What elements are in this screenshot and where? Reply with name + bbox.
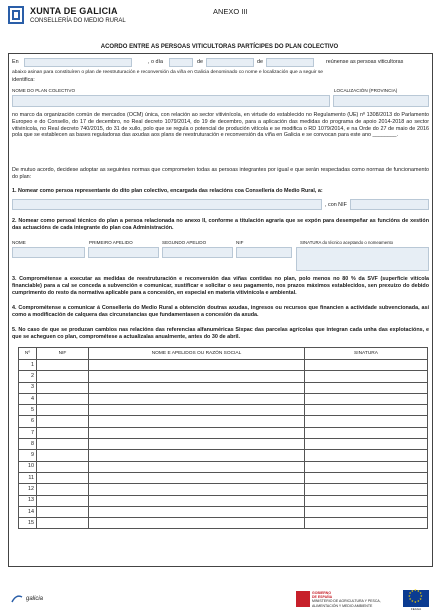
- table-row: [19, 439, 428, 450]
- tech-surname1-label: PRIMEIRO APELIDO: [89, 240, 133, 245]
- tech-nif-label: NIF: [236, 240, 244, 245]
- row-signature-cell[interactable]: [305, 427, 428, 438]
- table-row: [19, 518, 428, 529]
- meeting-line-3: identifica:: [12, 77, 35, 83]
- item-5-text: 5. No caso de que se produzan cambios nas relacións das referencias alfanuméricas Sixpac das parcelas agrícolas que integran cada unha das explotacións, e que se acheguen co plan, comprométese a actualizalas anualmente, antes do 30 de abril.: [12, 327, 429, 340]
- row-name-cell[interactable]: [89, 495, 305, 506]
- eu-star-icon: ★: [419, 590, 422, 595]
- eu-star-icon: ★: [417, 599, 420, 604]
- row-signature-cell[interactable]: [305, 484, 428, 495]
- representative-field[interactable]: [12, 199, 322, 210]
- col-number-header: Nº: [19, 348, 37, 360]
- row-number: 8: [19, 439, 37, 450]
- row-name-cell[interactable]: [89, 371, 305, 382]
- row-number: 12: [19, 484, 37, 495]
- table-row: [19, 461, 428, 472]
- table-row: [19, 506, 428, 517]
- row-signature-cell[interactable]: [305, 450, 428, 461]
- row-signature-cell[interactable]: [305, 472, 428, 483]
- row-nif-cell[interactable]: [37, 416, 89, 427]
- representative-nif-label: , con NIF: [325, 202, 347, 208]
- place-field[interactable]: [24, 58, 132, 67]
- plan-location-label: LOCALIZACIÓN (PROVINCIA): [334, 88, 398, 93]
- row-name-cell[interactable]: [89, 518, 305, 529]
- meeting-of-label-1: de: [197, 59, 203, 65]
- table-row: [19, 360, 428, 371]
- eu-star-icon: ★: [420, 594, 423, 598]
- row-name-cell[interactable]: [89, 439, 305, 450]
- item-2-text: 2. Nomear como persoal técnico do plan a persoa relacionada no anexo II, conforme a titulación agraria que se expón para desempeñar as funcións de xestión das actuacións de cada integrante do plan coa Administración.: [12, 218, 429, 231]
- gob-line-3: MINISTERIO DE AGRICULTURA Y PESCA, ALIMENTACIÓN Y MEDIO AMBIENTE: [312, 599, 381, 608]
- feaga-label: FEAGA: [410, 607, 422, 611]
- annex-label: ANEXO III: [213, 7, 248, 16]
- page-title: ACORDO ENTRE AS PERSOAS VITICULTORAS PARTÍCIPES DO PLAN COLECTIVO: [100, 44, 339, 50]
- eu-star-icon: ★: [417, 588, 420, 593]
- tech-signature-label: SINATURA do técnico aceptando o nomeamento: [300, 240, 394, 245]
- row-name-cell[interactable]: [89, 382, 305, 393]
- row-number: 15: [19, 518, 37, 529]
- row-signature-cell[interactable]: [305, 360, 428, 371]
- row-nif-cell[interactable]: [37, 495, 89, 506]
- row-number: 14: [19, 506, 37, 517]
- eu-star-icon: ★: [408, 590, 412, 595]
- row-name-cell[interactable]: [89, 427, 305, 438]
- col-name-header: NOME E APELIDOS OU RAZÓN SOCIAL: [89, 348, 305, 360]
- row-name-cell[interactable]: [89, 393, 305, 404]
- item-1-text: 1. Nomear como persoa representante do dito plan colectivo, encargada das relacións coa Consellería do Medio Rural, a:: [12, 188, 323, 194]
- row-number: 7: [19, 427, 37, 438]
- eu-star-icon: ★: [411, 599, 414, 604]
- tech-surname1-field[interactable]: [88, 247, 159, 258]
- row-nif-cell[interactable]: [37, 382, 89, 393]
- eu-star-icon: ★: [414, 588, 417, 592]
- gob-line-2: DE ESPAÑA: [312, 595, 333, 600]
- row-number: 4: [19, 393, 37, 404]
- row-signature-cell[interactable]: [305, 461, 428, 472]
- row-nif-cell[interactable]: [37, 371, 89, 382]
- row-signature-cell[interactable]: [305, 382, 428, 393]
- row-name-cell[interactable]: [89, 484, 305, 495]
- row-number: 5: [19, 405, 37, 416]
- row-nif-cell[interactable]: [37, 461, 89, 472]
- row-signature-cell[interactable]: [305, 371, 428, 382]
- year-field[interactable]: [266, 58, 314, 67]
- intro-paragraph: no marco da organización común de mercados (OCM) única, con relación ao sector vitivinícola, en virtude do establecido no Regulamento (UE) nº 1308/2013 do Parlamento Europeo e do Consello, do 17 de decembro, no Real decreto 1079/2014, do 19 de decembro, para a aplicación das medidas do programa de apoio 2014-2018 ao sector vitivinícola, no Real decreto 740/2015, do 31 de xullo, polo que se regula o potencial de produción vitícola e se modifica o RD 1079/2014, e na Orde do 27 de maio de 2016 pola que se establecen as bases reguladoras das axudas aos plans de reestruturación e reconversión da viña en Galicia e se convocan para este ano ________.: [12, 112, 429, 139]
- row-name-cell[interactable]: [89, 405, 305, 416]
- row-number: 2: [19, 371, 37, 382]
- table-row: [19, 393, 428, 404]
- eu-star-icon: ★: [408, 594, 411, 598]
- row-number: 13: [19, 495, 37, 506]
- table-row: [19, 416, 428, 427]
- row-signature-cell[interactable]: [305, 416, 428, 427]
- row-nif-cell[interactable]: [37, 427, 89, 438]
- plan-name-label: NOME DO PLAN COLECTIVO: [12, 88, 76, 93]
- row-name-cell[interactable]: [89, 450, 305, 461]
- day-field[interactable]: [169, 58, 193, 67]
- meeting-prefix: En: [12, 59, 19, 65]
- xunta-shield-icon: [8, 6, 24, 24]
- table-row: [19, 450, 428, 461]
- row-number: 9: [19, 450, 37, 461]
- row-nif-cell[interactable]: [37, 484, 89, 495]
- tech-signature-field[interactable]: [296, 247, 429, 271]
- representative-nif-field[interactable]: [350, 199, 429, 210]
- agreement-intro: De mutuo acordo, decidese adoptar as seguintes normas que comprometen todas as persoas integrantes por igual e que serán respectadas como normas de funcionamento do plan:: [12, 167, 429, 180]
- row-number: 3: [19, 382, 37, 393]
- page-header: [8, 4, 433, 26]
- row-nif-cell[interactable]: [37, 506, 89, 517]
- row-name-cell[interactable]: [89, 472, 305, 483]
- row-nif-cell[interactable]: [37, 393, 89, 404]
- participants-table: [18, 347, 428, 529]
- eu-flag-icon: [403, 590, 429, 607]
- row-nif-cell[interactable]: [37, 439, 89, 450]
- row-name-cell[interactable]: [89, 506, 305, 517]
- row-signature-cell[interactable]: [305, 495, 428, 506]
- row-signature-cell[interactable]: [305, 393, 428, 404]
- table-row: [19, 427, 428, 438]
- col-nif-header: NIF: [37, 348, 89, 360]
- table-row: [19, 405, 428, 416]
- eu-star-icon: ★: [408, 597, 412, 601]
- row-nif-cell[interactable]: [37, 518, 89, 529]
- row-signature-cell[interactable]: [305, 518, 428, 529]
- eu-star-icon: ★: [419, 597, 422, 601]
- row-signature-cell[interactable]: [305, 439, 428, 450]
- row-signature-cell[interactable]: [305, 405, 428, 416]
- meeting-suffix: reúnense as persoas viticultoras: [326, 59, 404, 65]
- table-row: [19, 484, 428, 495]
- table-row: [19, 472, 428, 483]
- tech-surname2-field[interactable]: [162, 247, 233, 258]
- row-number: 10: [19, 461, 37, 472]
- table-row: [19, 382, 428, 393]
- row-name-cell[interactable]: [89, 416, 305, 427]
- plan-location-field[interactable]: [333, 95, 429, 107]
- row-signature-cell[interactable]: [305, 506, 428, 517]
- row-nif-cell[interactable]: [37, 472, 89, 483]
- tech-nif-field[interactable]: [236, 247, 292, 258]
- row-nif-cell[interactable]: [37, 405, 89, 416]
- tech-name-label: NOME: [12, 240, 26, 245]
- row-nif-cell[interactable]: [37, 450, 89, 461]
- meeting-day-label: , o día: [148, 59, 163, 65]
- galicia-brand: galicia: [26, 596, 44, 602]
- tech-surname2-label: SEGUNDO APELIDO: [162, 240, 207, 245]
- col-signature-header: SINATURA: [305, 348, 428, 360]
- table-row: [19, 371, 428, 382]
- item-4-text: 4. Comprométense a comunicar á Consellería do Medio Rural a obtención doutras axudas, ingresos ou recursos que financien a actividade subvencionada, así como a modificación de calquera das circunstancias que fundamentasen a concesión da axuda.: [12, 305, 429, 318]
- department-name: CONSELLERÍA DO MEDIO RURAL: [30, 18, 126, 24]
- row-number: 6: [19, 416, 37, 427]
- table-row: [19, 495, 428, 506]
- meeting-line-2: abaixo asinan para constituíren o plan de reestruturación e reconversión da viña en Galicia denominado co nome e localización que a seguir se: [12, 70, 324, 75]
- spain-government-text: [312, 591, 382, 608]
- row-nif-cell[interactable]: [37, 360, 89, 371]
- row-number: 1: [19, 360, 37, 371]
- row-name-cell[interactable]: [89, 461, 305, 472]
- row-number: 11: [19, 472, 37, 483]
- eu-star-icon: ★: [411, 588, 414, 593]
- table-header-row: [19, 348, 428, 360]
- org-name: XUNTA DE GALICIA: [30, 6, 118, 16]
- tech-name-field[interactable]: [12, 247, 85, 258]
- row-name-cell[interactable]: [89, 360, 305, 371]
- item-3-text: 3. Comprométense a executar as medidas de reestruturación e reconversión das viñas contidas no plan, polo menos no 80 % da SVF (superficie vitícola financiable) para a cal se conceda a subvención e comunicar, xustificar e solicitar o seu pagamento, nos prazos máximos establecidos, sen prexuízo do debido cumprimento do resto da normativa aplicable para a concesión, en especial en materia vitivinícola e ambiental.: [12, 276, 429, 296]
- plan-name-field[interactable]: [12, 95, 330, 107]
- spain-government-emblem-icon: [296, 591, 310, 607]
- month-field[interactable]: [206, 58, 254, 67]
- meeting-of-label-2: de: [257, 59, 263, 65]
- eu-star-icon: ★: [414, 600, 417, 604]
- page-footer: [0, 585, 439, 613]
- gob-line-1: GOBIERNO: [312, 591, 332, 595]
